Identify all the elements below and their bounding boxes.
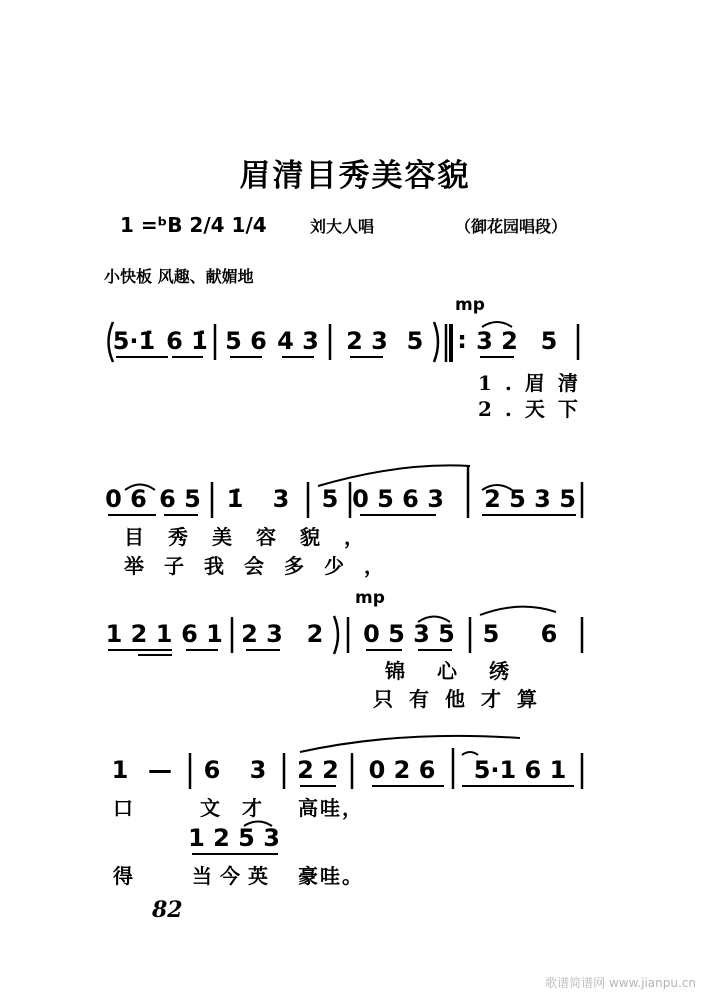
note-group: 0 5 6 3 <box>352 485 444 513</box>
note-group: 6 <box>203 756 221 784</box>
note-group: 5 <box>406 327 424 355</box>
slur <box>480 607 556 615</box>
tempo-marking: 小快板 风趣、献媚地 <box>104 267 254 286</box>
note-group: 6 <box>540 620 558 648</box>
note-group: 3 5 <box>413 620 455 648</box>
score-line-1 <box>109 322 579 362</box>
note-group: 5 6 <box>225 327 267 355</box>
lyric-line: 目秀美容貌， <box>124 525 388 549</box>
note-group: 5·1 6 1 <box>473 756 567 784</box>
tie-slur <box>318 465 470 486</box>
note-group: 1 <box>111 756 129 784</box>
slur <box>462 752 478 755</box>
watermark: 歌谱简谱网 www.jianpu.cn <box>545 976 696 990</box>
note-group: 2 2 <box>297 756 339 784</box>
lyric-line: 2.天下 <box>478 397 591 421</box>
note-group: 3 2 <box>476 327 518 355</box>
repeat-dots: : <box>457 326 467 354</box>
note-group: 0 5 <box>363 620 405 648</box>
score-line-2 <box>105 465 582 518</box>
repeat-close-paren <box>434 322 438 362</box>
lyric-line: 口 <box>113 796 146 820</box>
lyric-line: 高哇， <box>298 796 364 820</box>
lyric-line: 举子我会多少， <box>124 554 404 578</box>
note-group: 3 <box>249 756 267 784</box>
source-credit: （御花园唱段） <box>455 217 568 236</box>
note-group: 6 1 <box>181 620 223 648</box>
lyric-line: 得 <box>113 864 146 888</box>
note-group: 5 <box>540 327 558 355</box>
note-group: 1 2 1 <box>105 620 173 648</box>
score-line-3 <box>106 607 582 655</box>
note-group: 2 <box>306 620 324 648</box>
note-group: 2 3 <box>346 327 388 355</box>
note-group: 0 2 6 <box>368 756 436 784</box>
note-group: 0 6 <box>105 485 147 513</box>
dynamic-mark-line3: mp <box>355 588 385 608</box>
singer-credit: 刘大人唱 <box>310 217 375 236</box>
lyric-line: 1.眉清 <box>478 371 591 395</box>
key-signature: 1 =ᵇB 2/4 1/4 <box>120 213 267 237</box>
note-group: 5·1̇ <box>112 327 156 355</box>
lyric-line: 豪哇。 <box>298 864 364 888</box>
lyric-line: 文才 <box>200 796 284 820</box>
note-group: 2 3 <box>241 620 283 648</box>
tie-slur <box>300 736 520 752</box>
song-title: 眉清目秀美容貌 <box>239 158 471 194</box>
note-group: 4 3 <box>277 327 319 355</box>
note-group: 5 <box>482 620 500 648</box>
note-group: 6 1̇ <box>166 327 208 355</box>
note-group: 5 <box>321 485 339 513</box>
note-group: — <box>148 756 172 784</box>
dynamic-mark-line1: mp <box>455 295 485 315</box>
note-group: 3 <box>272 485 290 513</box>
note-group: 1̇ <box>226 485 244 513</box>
lyric-line: 当今英 <box>192 864 276 888</box>
close-paren <box>334 616 338 654</box>
note-group: 2 5 3 5 <box>484 485 576 513</box>
alt-note-group: 1 2 5 3 <box>188 824 280 852</box>
lyric-line: 只有他才算 <box>373 687 553 711</box>
lyric-line: 锦心绣 <box>385 659 541 683</box>
note-group: 6 5 <box>159 485 201 513</box>
page-number: 82 <box>152 897 183 923</box>
